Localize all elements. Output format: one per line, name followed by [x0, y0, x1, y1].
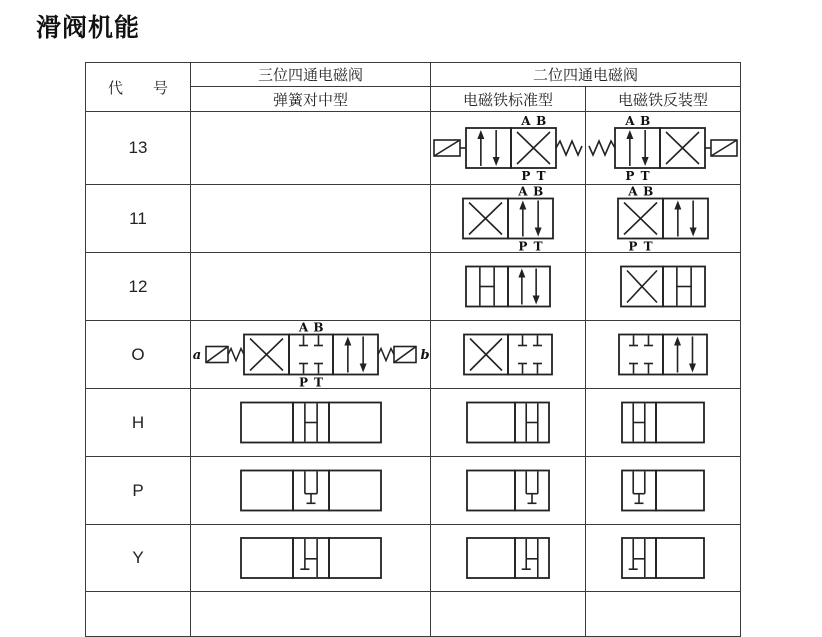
- valve-symbol: [587, 526, 739, 590]
- svg-text:B: B: [536, 114, 547, 128]
- svg-text:P: P: [518, 239, 528, 252]
- header-spring-centered: 弹簧对中型: [191, 87, 431, 112]
- header-solenoid-reversed: 电磁铁反装型: [586, 87, 741, 112]
- svg-text:B: B: [643, 185, 654, 199]
- header-three-position-valve: 三位四通电磁阀: [191, 63, 431, 87]
- valve-symbol: [432, 457, 584, 524]
- table-row: [86, 321, 741, 389]
- valve-symbol: [432, 321, 584, 388]
- svg-text:T: T: [533, 239, 543, 252]
- row-code: 12: [86, 253, 191, 321]
- header-two-position-valve: 二位四通电磁阀: [431, 63, 741, 87]
- header-code: 代 号: [86, 63, 191, 112]
- table-row: [86, 457, 741, 525]
- row-code: 13: [86, 112, 191, 185]
- svg-text:B: B: [312, 321, 324, 335]
- svg-text:B: B: [640, 114, 651, 128]
- table-row: [86, 253, 741, 321]
- svg-text:P: P: [298, 375, 308, 388]
- row-code: 11: [86, 185, 191, 253]
- valve-symbol: [432, 253, 584, 320]
- valve-symbol: [193, 112, 429, 184]
- valve-symbol: [432, 526, 584, 590]
- page-title: 滑阀机能: [36, 14, 141, 42]
- valve-symbol: [432, 112, 584, 184]
- valve-symbol: [432, 389, 584, 456]
- valve-symbol: [587, 457, 739, 524]
- table-row: [86, 185, 741, 253]
- valve-symbol: [587, 253, 739, 320]
- svg-text:A: A: [628, 185, 638, 199]
- svg-text:T: T: [640, 169, 650, 183]
- svg-text:A: A: [518, 185, 528, 199]
- svg-text:T: T: [536, 169, 546, 183]
- svg-text:A: A: [298, 321, 308, 335]
- row-code: O: [86, 321, 191, 389]
- svg-text:T: T: [313, 375, 323, 388]
- spool-function-table: [85, 62, 741, 637]
- valve-symbol: [193, 389, 429, 456]
- table-row: [86, 389, 741, 457]
- valve-symbol: [193, 253, 429, 320]
- row-code: H: [86, 389, 191, 457]
- table-row: [86, 525, 741, 592]
- valve-symbol: [587, 389, 739, 456]
- valve-symbol: [193, 526, 429, 590]
- svg-text:P: P: [625, 169, 635, 183]
- valve-symbol: [432, 185, 584, 252]
- valve-symbol: [193, 185, 429, 252]
- valve-symbol: [587, 112, 739, 184]
- row-code: Y: [86, 525, 191, 592]
- valve-symbol: [193, 457, 429, 524]
- valve-symbol: [192, 321, 430, 388]
- valve-symbol: [587, 321, 739, 388]
- svg-text:a: a: [192, 348, 201, 363]
- table-row-clipped: [86, 592, 741, 637]
- svg-text:A: A: [521, 114, 531, 128]
- row-code: P: [86, 457, 191, 525]
- svg-text:B: B: [533, 185, 544, 199]
- header-solenoid-standard: 电磁铁标准型: [431, 87, 586, 112]
- svg-text:T: T: [643, 239, 653, 252]
- table-row: [86, 112, 741, 185]
- svg-text:P: P: [628, 239, 638, 252]
- svg-text:P: P: [521, 169, 531, 183]
- svg-text:A: A: [625, 114, 635, 128]
- valve-symbol: [587, 185, 739, 252]
- svg-text:b: b: [419, 348, 430, 363]
